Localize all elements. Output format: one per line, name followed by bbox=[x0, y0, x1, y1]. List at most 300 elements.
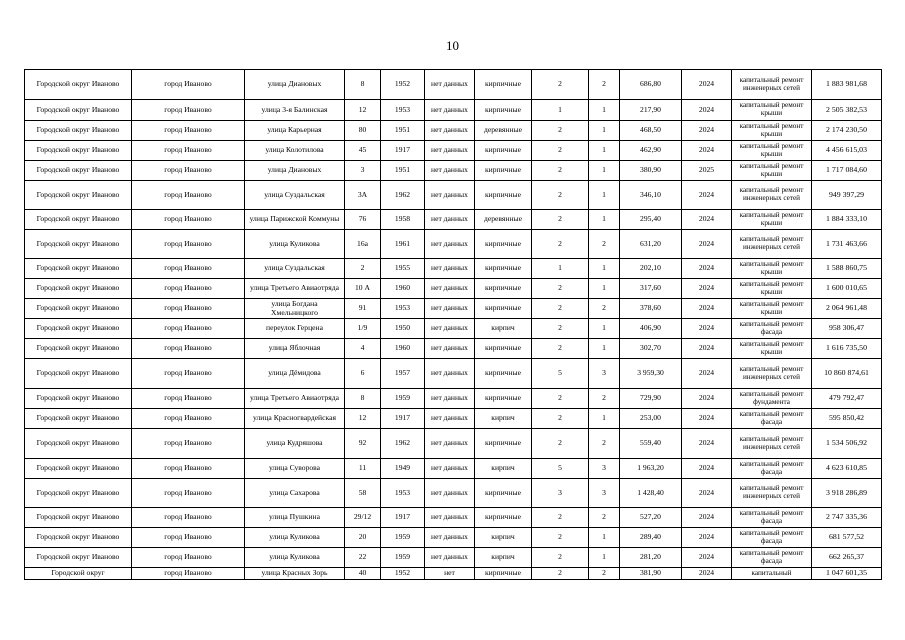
cell-entrances: 1 bbox=[589, 259, 620, 279]
cell-floors: 2 bbox=[532, 548, 589, 568]
table-row bbox=[25, 161, 882, 181]
cell-house: 92 bbox=[345, 429, 381, 459]
cell-material: кирпичные bbox=[475, 70, 532, 100]
cell-city: город Иваново bbox=[132, 141, 245, 161]
cell-plan-year: 2024 bbox=[682, 479, 732, 508]
cell-info: нет данных bbox=[425, 429, 475, 459]
cell-street: улица Карьерная bbox=[245, 121, 345, 141]
cell-entrances: 1 bbox=[589, 141, 620, 161]
cell-material: кирпичные bbox=[475, 279, 532, 299]
cell-house: 8 bbox=[345, 389, 381, 409]
cell-floors: 2 bbox=[532, 429, 589, 459]
cell-year: 1949 bbox=[381, 459, 425, 479]
cell-street: улица 3-я Балинская bbox=[245, 100, 345, 121]
cell-floors: 3 bbox=[532, 479, 589, 508]
cell-plan-year: 2024 bbox=[682, 319, 732, 339]
cell-house: 6 bbox=[345, 359, 381, 389]
cell-district: Городской округ Иваново bbox=[25, 100, 132, 121]
cell-info: нет данных bbox=[425, 548, 475, 568]
cell-area: 380,90 bbox=[620, 161, 682, 181]
cell-info: нет данных bbox=[425, 389, 475, 409]
cell-district: Городской округ Иваново bbox=[25, 210, 132, 230]
cell-plan-year: 2024 bbox=[682, 279, 732, 299]
cell-material: кирпичные bbox=[475, 359, 532, 389]
cell-plan-year: 2024 bbox=[682, 548, 732, 568]
cell-cost: 1 047 601,35 bbox=[812, 568, 882, 580]
cell-material: кирпич bbox=[475, 319, 532, 339]
cell-plan-year: 2024 bbox=[682, 141, 732, 161]
cell-floors: 1 bbox=[532, 100, 589, 121]
table-row bbox=[25, 279, 882, 299]
cell-info: нет данных bbox=[425, 279, 475, 299]
cell-entrances: 1 bbox=[589, 548, 620, 568]
cell-city: город Иваново bbox=[132, 429, 245, 459]
cell-district: Городской округ Иваново bbox=[25, 339, 132, 359]
cell-year: 1953 bbox=[381, 100, 425, 121]
cell-city: город Иваново bbox=[132, 70, 245, 100]
cell-area: 462,90 bbox=[620, 141, 682, 161]
cell-entrances: 1 bbox=[589, 339, 620, 359]
cell-street: улица Диановых bbox=[245, 161, 345, 181]
cell-material: кирпичные bbox=[475, 429, 532, 459]
cell-entrances: 1 bbox=[589, 210, 620, 230]
cell-plan-year: 2024 bbox=[682, 210, 732, 230]
cell-year: 1960 bbox=[381, 339, 425, 359]
cell-plan-year: 2024 bbox=[682, 359, 732, 389]
cell-plan-year: 2024 bbox=[682, 121, 732, 141]
cell-plan-year: 2024 bbox=[682, 100, 732, 121]
cell-area: 253,00 bbox=[620, 409, 682, 429]
cell-area: 686,80 bbox=[620, 70, 682, 100]
cell-street: переулок Герцена bbox=[245, 319, 345, 339]
cell-work: капитальный ремонт фасада bbox=[732, 508, 812, 528]
cell-year: 1953 bbox=[381, 299, 425, 319]
cell-house: 8 bbox=[345, 70, 381, 100]
cell-plan-year: 2024 bbox=[682, 528, 732, 548]
buildings-table bbox=[24, 69, 882, 580]
cell-material: кирпичные bbox=[475, 181, 532, 210]
cell-info: нет данных bbox=[425, 70, 475, 100]
cell-plan-year: 2024 bbox=[682, 339, 732, 359]
cell-year: 1962 bbox=[381, 181, 425, 210]
cell-district: Городской округ Иваново bbox=[25, 279, 132, 299]
cell-year: 1959 bbox=[381, 389, 425, 409]
cell-district: Городской округ Иваново bbox=[25, 409, 132, 429]
cell-floors: 2 bbox=[532, 389, 589, 409]
cell-year: 1955 bbox=[381, 259, 425, 279]
cell-plan-year: 2024 bbox=[682, 70, 732, 100]
cell-info: нет данных bbox=[425, 339, 475, 359]
cell-house: 2 bbox=[345, 259, 381, 279]
cell-year: 1952 bbox=[381, 70, 425, 100]
cell-plan-year: 2024 bbox=[682, 508, 732, 528]
cell-cost: 1 588 860,75 bbox=[812, 259, 882, 279]
cell-district: Городской округ Иваново bbox=[25, 141, 132, 161]
cell-plan-year: 2024 bbox=[682, 459, 732, 479]
cell-area: 289,40 bbox=[620, 528, 682, 548]
cell-floors: 2 bbox=[532, 121, 589, 141]
cell-cost: 2 505 382,53 bbox=[812, 100, 882, 121]
cell-street: улица Суздальская bbox=[245, 259, 345, 279]
cell-info: нет данных bbox=[425, 479, 475, 508]
cell-entrances: 1 bbox=[589, 528, 620, 548]
cell-floors: 2 bbox=[532, 279, 589, 299]
cell-district: Городской округ Иваново bbox=[25, 528, 132, 548]
cell-city: город Иваново bbox=[132, 568, 245, 580]
cell-house: 29/12 bbox=[345, 508, 381, 528]
cell-floors: 2 bbox=[532, 409, 589, 429]
table-row bbox=[25, 508, 882, 528]
cell-district: Городской округ Иваново bbox=[25, 121, 132, 141]
cell-district: Городской округ Иваново bbox=[25, 459, 132, 479]
cell-area: 302,70 bbox=[620, 339, 682, 359]
cell-city: город Иваново bbox=[132, 508, 245, 528]
cell-material: деревянные bbox=[475, 121, 532, 141]
cell-plan-year: 2025 bbox=[682, 161, 732, 181]
cell-house: 20 bbox=[345, 528, 381, 548]
cell-material: кирпичные bbox=[475, 100, 532, 121]
table-row bbox=[25, 389, 882, 409]
cell-info: нет данных bbox=[425, 230, 475, 259]
cell-cost: 479 792,47 bbox=[812, 389, 882, 409]
cell-street: улица Суздальская bbox=[245, 181, 345, 210]
table-row bbox=[25, 210, 882, 230]
cell-info: нет bbox=[425, 568, 475, 580]
cell-street: улица Богдана Хмельницкого bbox=[245, 299, 345, 319]
cell-work: капитальный ремонт крыши bbox=[732, 279, 812, 299]
cell-info: нет данных bbox=[425, 508, 475, 528]
cell-street: улица Красных Зорь bbox=[245, 568, 345, 580]
cell-year: 1960 bbox=[381, 279, 425, 299]
cell-street: улица Третьего Авиаотряда bbox=[245, 279, 345, 299]
cell-city: город Иваново bbox=[132, 210, 245, 230]
table-row bbox=[25, 339, 882, 359]
table-row bbox=[25, 429, 882, 459]
cell-year: 1958 bbox=[381, 210, 425, 230]
cell-plan-year: 2024 bbox=[682, 181, 732, 210]
cell-work: капитальный ремонт крыши bbox=[732, 161, 812, 181]
cell-cost: 1 600 010,65 bbox=[812, 279, 882, 299]
cell-city: город Иваново bbox=[132, 409, 245, 429]
cell-cost: 949 397,29 bbox=[812, 181, 882, 210]
cell-area: 381,90 bbox=[620, 568, 682, 580]
cell-cost: 595 850,42 bbox=[812, 409, 882, 429]
cell-area: 346,10 bbox=[620, 181, 682, 210]
cell-floors: 5 bbox=[532, 459, 589, 479]
cell-district: Городской округ Иваново bbox=[25, 181, 132, 210]
cell-entrances: 3 bbox=[589, 359, 620, 389]
cell-street: улица Диановых bbox=[245, 70, 345, 100]
table-row bbox=[25, 299, 882, 319]
cell-cost: 3 918 286,89 bbox=[812, 479, 882, 508]
cell-area: 527,20 bbox=[620, 508, 682, 528]
table-row bbox=[25, 100, 882, 121]
table-body bbox=[25, 70, 882, 580]
cell-floors: 2 bbox=[532, 70, 589, 100]
cell-area: 729,90 bbox=[620, 389, 682, 409]
table-row bbox=[25, 548, 882, 568]
cell-entrances: 1 bbox=[589, 181, 620, 210]
cell-material: кирпич bbox=[475, 459, 532, 479]
cell-work: капитальный ремонт фасада bbox=[732, 548, 812, 568]
cell-district: Городской округ Иваново bbox=[25, 389, 132, 409]
cell-material: кирпич bbox=[475, 409, 532, 429]
cell-cost: 2 064 961,48 bbox=[812, 299, 882, 319]
cell-area: 281,20 bbox=[620, 548, 682, 568]
cell-material: кирпичные bbox=[475, 568, 532, 580]
cell-house: 3 bbox=[345, 161, 381, 181]
cell-floors: 2 bbox=[532, 161, 589, 181]
cell-floors: 2 bbox=[532, 210, 589, 230]
cell-entrances: 2 bbox=[589, 389, 620, 409]
cell-work: капитальный ремонт крыши bbox=[732, 259, 812, 279]
cell-cost: 10 860 874,61 bbox=[812, 359, 882, 389]
cell-work: капитальный ремонт фасада bbox=[732, 528, 812, 548]
cell-work: капитальный ремонт инженерных сетей bbox=[732, 181, 812, 210]
table-row bbox=[25, 259, 882, 279]
cell-entrances: 1 bbox=[589, 161, 620, 181]
cell-work: капитальный ремонт крыши bbox=[732, 100, 812, 121]
cell-info: нет данных bbox=[425, 319, 475, 339]
cell-work: капитальный ремонт крыши bbox=[732, 210, 812, 230]
cell-district: Городской округ Иваново bbox=[25, 548, 132, 568]
cell-cost: 1 616 735,50 bbox=[812, 339, 882, 359]
cell-area: 317,60 bbox=[620, 279, 682, 299]
cell-info: нет данных bbox=[425, 299, 475, 319]
cell-area: 631,20 bbox=[620, 230, 682, 259]
table-row bbox=[25, 319, 882, 339]
cell-city: город Иваново bbox=[132, 181, 245, 210]
cell-city: город Иваново bbox=[132, 548, 245, 568]
cell-entrances: 2 bbox=[589, 230, 620, 259]
cell-material: кирпичные bbox=[475, 141, 532, 161]
cell-house: 58 bbox=[345, 479, 381, 508]
cell-work: капитальный ремонт фасада bbox=[732, 319, 812, 339]
cell-district: Городской округ bbox=[25, 568, 132, 580]
cell-street: улица Парижской Коммуны bbox=[245, 210, 345, 230]
cell-floors: 2 bbox=[532, 230, 589, 259]
cell-plan-year: 2024 bbox=[682, 409, 732, 429]
cell-district: Городской округ Иваново bbox=[25, 259, 132, 279]
cell-house: 11 bbox=[345, 459, 381, 479]
table-row bbox=[25, 409, 882, 429]
cell-floors: 2 bbox=[532, 528, 589, 548]
cell-year: 1950 bbox=[381, 319, 425, 339]
cell-city: город Иваново bbox=[132, 279, 245, 299]
cell-area: 217,90 bbox=[620, 100, 682, 121]
cell-info: нет данных bbox=[425, 181, 475, 210]
cell-district: Городской округ Иваново bbox=[25, 429, 132, 459]
page-number: 10 bbox=[446, 38, 459, 53]
cell-work: капитальный ремонт инженерных сетей bbox=[732, 70, 812, 100]
cell-street: улица Третьего Авиаотряда bbox=[245, 389, 345, 409]
cell-floors: 5 bbox=[532, 359, 589, 389]
cell-year: 1959 bbox=[381, 548, 425, 568]
cell-info: нет данных bbox=[425, 210, 475, 230]
table-row bbox=[25, 181, 882, 210]
cell-district: Городской округ Иваново bbox=[25, 230, 132, 259]
cell-work: капитальный ремонт крыши bbox=[732, 121, 812, 141]
cell-city: город Иваново bbox=[132, 459, 245, 479]
cell-info: нет данных bbox=[425, 528, 475, 548]
cell-street: улица Колотилова bbox=[245, 141, 345, 161]
cell-house: 16а bbox=[345, 230, 381, 259]
cell-plan-year: 2024 bbox=[682, 299, 732, 319]
table-row bbox=[25, 459, 882, 479]
cell-street: улица Яблочная bbox=[245, 339, 345, 359]
cell-city: город Иваново bbox=[132, 259, 245, 279]
cell-house: 80 bbox=[345, 121, 381, 141]
cell-material: деревянные bbox=[475, 210, 532, 230]
cell-cost: 1 883 981,68 bbox=[812, 70, 882, 100]
cell-cost: 1 717 084,60 bbox=[812, 161, 882, 181]
cell-street: улица Кудряшова bbox=[245, 429, 345, 459]
cell-info: нет данных bbox=[425, 259, 475, 279]
cell-area: 559,40 bbox=[620, 429, 682, 459]
cell-cost: 662 265,37 bbox=[812, 548, 882, 568]
cell-year: 1951 bbox=[381, 161, 425, 181]
cell-year: 1917 bbox=[381, 141, 425, 161]
cell-plan-year: 2024 bbox=[682, 568, 732, 580]
cell-material: кирпичные bbox=[475, 230, 532, 259]
cell-entrances: 1 bbox=[589, 279, 620, 299]
cell-house: 1/9 bbox=[345, 319, 381, 339]
table-row bbox=[25, 479, 882, 508]
cell-entrances: 3 bbox=[589, 479, 620, 508]
cell-work: капитальный ремонт инженерных сетей bbox=[732, 359, 812, 389]
cell-city: город Иваново bbox=[132, 121, 245, 141]
cell-work: капитальный ремонт фасада bbox=[732, 409, 812, 429]
cell-entrances: 2 bbox=[589, 299, 620, 319]
cell-street: улица Куликова bbox=[245, 230, 345, 259]
cell-house: 4 bbox=[345, 339, 381, 359]
cell-year: 1953 bbox=[381, 479, 425, 508]
cell-material: кирпичные bbox=[475, 299, 532, 319]
cell-entrances: 1 bbox=[589, 121, 620, 141]
cell-floors: 2 bbox=[532, 181, 589, 210]
cell-floors: 2 bbox=[532, 568, 589, 580]
cell-entrances: 2 bbox=[589, 429, 620, 459]
cell-city: город Иваново bbox=[132, 359, 245, 389]
cell-year: 1957 bbox=[381, 359, 425, 389]
cell-entrances: 1 bbox=[589, 409, 620, 429]
cell-street: улица Куликова bbox=[245, 528, 345, 548]
cell-house: 22 bbox=[345, 548, 381, 568]
cell-city: город Иваново bbox=[132, 230, 245, 259]
cell-material: кирпичные bbox=[475, 389, 532, 409]
cell-area: 1 428,40 bbox=[620, 479, 682, 508]
cell-work: капитальный ремонт фундамента bbox=[732, 389, 812, 409]
cell-city: город Иваново bbox=[132, 479, 245, 508]
cell-entrances: 2 bbox=[589, 508, 620, 528]
cell-house: 76 bbox=[345, 210, 381, 230]
table-row bbox=[25, 528, 882, 548]
cell-plan-year: 2024 bbox=[682, 230, 732, 259]
cell-district: Городской округ Иваново bbox=[25, 508, 132, 528]
cell-work: капитальный bbox=[732, 568, 812, 580]
cell-cost: 1 534 506,92 bbox=[812, 429, 882, 459]
cell-floors: 2 bbox=[532, 508, 589, 528]
cell-district: Городской округ Иваново bbox=[25, 299, 132, 319]
cell-house: 12 bbox=[345, 100, 381, 121]
cell-area: 295,40 bbox=[620, 210, 682, 230]
cell-area: 3 959,30 bbox=[620, 359, 682, 389]
cell-work: капитальный ремонт фасада bbox=[732, 459, 812, 479]
cell-city: город Иваново bbox=[132, 528, 245, 548]
cell-entrances: 2 bbox=[589, 70, 620, 100]
cell-material: кирпичные bbox=[475, 161, 532, 181]
cell-work: капитальный ремонт инженерных сетей bbox=[732, 429, 812, 459]
cell-plan-year: 2024 bbox=[682, 259, 732, 279]
cell-street: улица Суворова bbox=[245, 459, 345, 479]
cell-city: город Иваново bbox=[132, 100, 245, 121]
cell-area: 1 963,20 bbox=[620, 459, 682, 479]
cell-district: Городской округ Иваново bbox=[25, 70, 132, 100]
cell-cost: 2 174 230,50 bbox=[812, 121, 882, 141]
cell-material: кирпичные bbox=[475, 339, 532, 359]
cell-house: 12 bbox=[345, 409, 381, 429]
cell-city: город Иваново bbox=[132, 319, 245, 339]
cell-district: Городской округ Иваново bbox=[25, 319, 132, 339]
table-row bbox=[25, 568, 882, 580]
table-row bbox=[25, 359, 882, 389]
cell-info: нет данных bbox=[425, 100, 475, 121]
cell-info: нет данных bbox=[425, 409, 475, 429]
cell-street: улица Сахарова bbox=[245, 479, 345, 508]
cell-year: 1959 bbox=[381, 528, 425, 548]
cell-floors: 2 bbox=[532, 339, 589, 359]
cell-year: 1917 bbox=[381, 409, 425, 429]
cell-cost: 958 306,47 bbox=[812, 319, 882, 339]
cell-house: 91 bbox=[345, 299, 381, 319]
cell-street: улица Красногвардейская bbox=[245, 409, 345, 429]
cell-street: улица Куликова bbox=[245, 548, 345, 568]
cell-cost: 681 577,52 bbox=[812, 528, 882, 548]
cell-city: город Иваново bbox=[132, 339, 245, 359]
cell-floors: 1 bbox=[532, 259, 589, 279]
cell-work: капитальный ремонт крыши bbox=[732, 141, 812, 161]
cell-plan-year: 2024 bbox=[682, 389, 732, 409]
cell-work: капитальный ремонт инженерных сетей bbox=[732, 479, 812, 508]
cell-house: 10 А bbox=[345, 279, 381, 299]
cell-area: 406,90 bbox=[620, 319, 682, 339]
cell-house: 3А bbox=[345, 181, 381, 210]
cell-year: 1952 bbox=[381, 568, 425, 580]
cell-city: город Иваново bbox=[132, 389, 245, 409]
table-row bbox=[25, 141, 882, 161]
cell-entrances: 1 bbox=[589, 319, 620, 339]
cell-entrances: 1 bbox=[589, 100, 620, 121]
cell-district: Городской округ Иваново bbox=[25, 479, 132, 508]
cell-year: 1962 bbox=[381, 429, 425, 459]
cell-house: 45 bbox=[345, 141, 381, 161]
cell-info: нет данных bbox=[425, 161, 475, 181]
cell-cost: 1 731 463,66 bbox=[812, 230, 882, 259]
cell-plan-year: 2024 bbox=[682, 429, 732, 459]
cell-info: нет данных bbox=[425, 359, 475, 389]
cell-house: 40 bbox=[345, 568, 381, 580]
cell-city: город Иваново bbox=[132, 161, 245, 181]
cell-district: Городской округ Иваново bbox=[25, 161, 132, 181]
table-row bbox=[25, 230, 882, 259]
cell-area: 378,60 bbox=[620, 299, 682, 319]
cell-cost: 1 884 333,10 bbox=[812, 210, 882, 230]
cell-work: капитальный ремонт крыши bbox=[732, 339, 812, 359]
cell-cost: 2 747 335,36 bbox=[812, 508, 882, 528]
cell-material: кирпичные bbox=[475, 508, 532, 528]
cell-info: нет данных bbox=[425, 459, 475, 479]
cell-area: 468,50 bbox=[620, 121, 682, 141]
